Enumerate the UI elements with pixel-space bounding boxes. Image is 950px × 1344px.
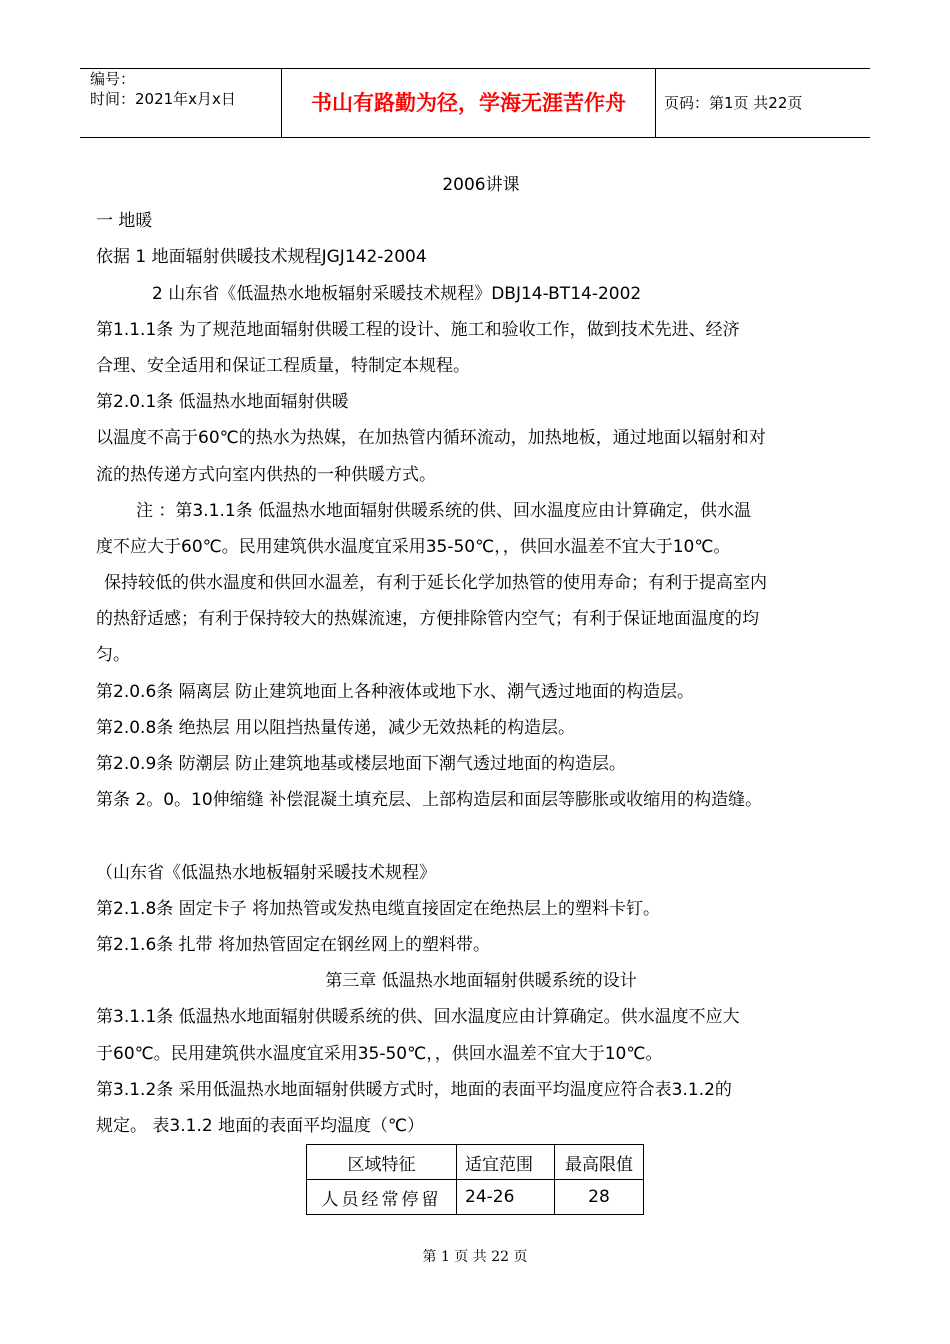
paragraph-line: 合理、安全适用和保证工程质量，特制定本规程。: [96, 355, 470, 376]
paragraph-line: 第2.1.6条 扎带 将加热管固定在钢丝网上的塑料带。: [96, 934, 491, 955]
header-motto-cell: [281, 69, 656, 137]
table-header-cell: 适宜范围: [457, 1145, 555, 1180]
number-label: 编号：: [90, 70, 136, 88]
paragraph-line: 第1.1.1条 为了规范地面辐射供暖工程的设计、施工和验收工作，做到技术先进、经济: [96, 319, 740, 340]
paragraph-line: 第条 2。0。10伸缩缝 补偿混凝土填充层、上部构造层和面层等膨胀或收缩用的构造缝。: [96, 790, 763, 811]
paragraph-line: 第2.1.8条 固定卡子 将加热管或发热电缆直接固定在绝热层上的塑料卡钉。: [96, 898, 661, 919]
paragraph-line: 第2.0.6条 隔离层 防止建筑地面上各种液体或地下水、潮气透过地面的构造层。: [96, 681, 695, 702]
blank-line: [96, 818, 866, 854]
document-title: 2006讲课: [442, 175, 520, 195]
paragraph-line: 第2.0.8条 绝热层 用以阻挡热量传递，减少无效热耗的构造层。: [96, 717, 576, 738]
page-footer: 第 1 页 共 22 页: [422, 1249, 528, 1265]
paragraph-line: 依据 1 地面辐射供暖技术规程JGJ142-2004: [96, 247, 427, 268]
paragraph-line: 规定。 表3.1.2 地面的表面平均温度（℃）: [96, 1115, 425, 1136]
paragraph-line: 匀。: [96, 645, 130, 666]
paragraph-line: 2 山东省《低温热水地板辐射采暖技术规程》DBJ14-BT14-2002: [152, 283, 642, 304]
table-cell: 人员经常停留: [307, 1180, 457, 1215]
paragraph-line: 第2.0.1条 低温热水地面辐射供暖: [96, 392, 349, 413]
paragraph-line: 保持较低的供水温度和供回水温差，有利于延长化学加热管的使用寿命；有利于提高室内: [104, 573, 767, 594]
document-body: [96, 167, 866, 1144]
table-header-cell: 最高限值: [555, 1145, 644, 1180]
table-cell: 24-26: [457, 1180, 555, 1215]
paragraph-line: 以温度不高于60℃的热水为热媒，在加热管内循环流动，加热地板，通过地面以辐射和对: [96, 428, 766, 449]
table-row: [307, 1180, 644, 1215]
paragraph-line: 的热舒适感；有利于保持较大的热媒流速，方便排除管内空气；有利于保证地面温度的均: [96, 609, 759, 630]
paragraph-line: 第2.0.9条 防潮层 防止建筑地基或楼层地面下潮气透过地面的构造层。: [96, 754, 627, 774]
page-header: [80, 68, 870, 138]
section-heading: 一 地暖: [96, 211, 153, 232]
page-number-label: 页码：第1页 共22页: [664, 94, 803, 112]
paragraph-line: （山东省《低温热水地板辐射采暖技术规程》: [96, 862, 436, 883]
paragraph-line: 第3.1.1条 低温热水地面辐射供暖系统的供、回水温度应由计算确定。供水温度不应大: [96, 1007, 740, 1028]
table-cell: 28: [555, 1180, 644, 1215]
table-header-cell: 区域特征: [307, 1145, 457, 1180]
header-meta: [80, 69, 291, 137]
chapter-heading: 第三章 低温热水地面辐射供暖系统的设计: [325, 971, 637, 992]
note-line: 度不应大于60℃。民用建筑供水温度宜采用35-50℃，，供回水温差不宜大于10℃。: [96, 536, 731, 557]
motto-text: 书山有路勤为径，学海无涯苦作舟: [311, 91, 626, 115]
table-header-row: [307, 1145, 644, 1180]
note-line: 注 ：第3.1.1条 低温热水地面辐射供暖系统的供、回水温度应由计算确定，供水温: [136, 500, 752, 521]
paragraph-line: 于60℃。民用建筑供水温度宜采用35-50℃，，供回水温差不宜大于10℃。: [96, 1043, 663, 1064]
date-label: 时间：2021年x月x日: [90, 90, 236, 108]
temperature-table: [306, 1144, 644, 1215]
paragraph-line: 第3.1.2条 采用低温热水地面辐射供暖方式时，地面的表面平均温度应符合表3.1.2的: [96, 1079, 732, 1100]
paragraph-line: 流的热传递方式向室内供热的一种供暖方式。: [96, 464, 436, 485]
